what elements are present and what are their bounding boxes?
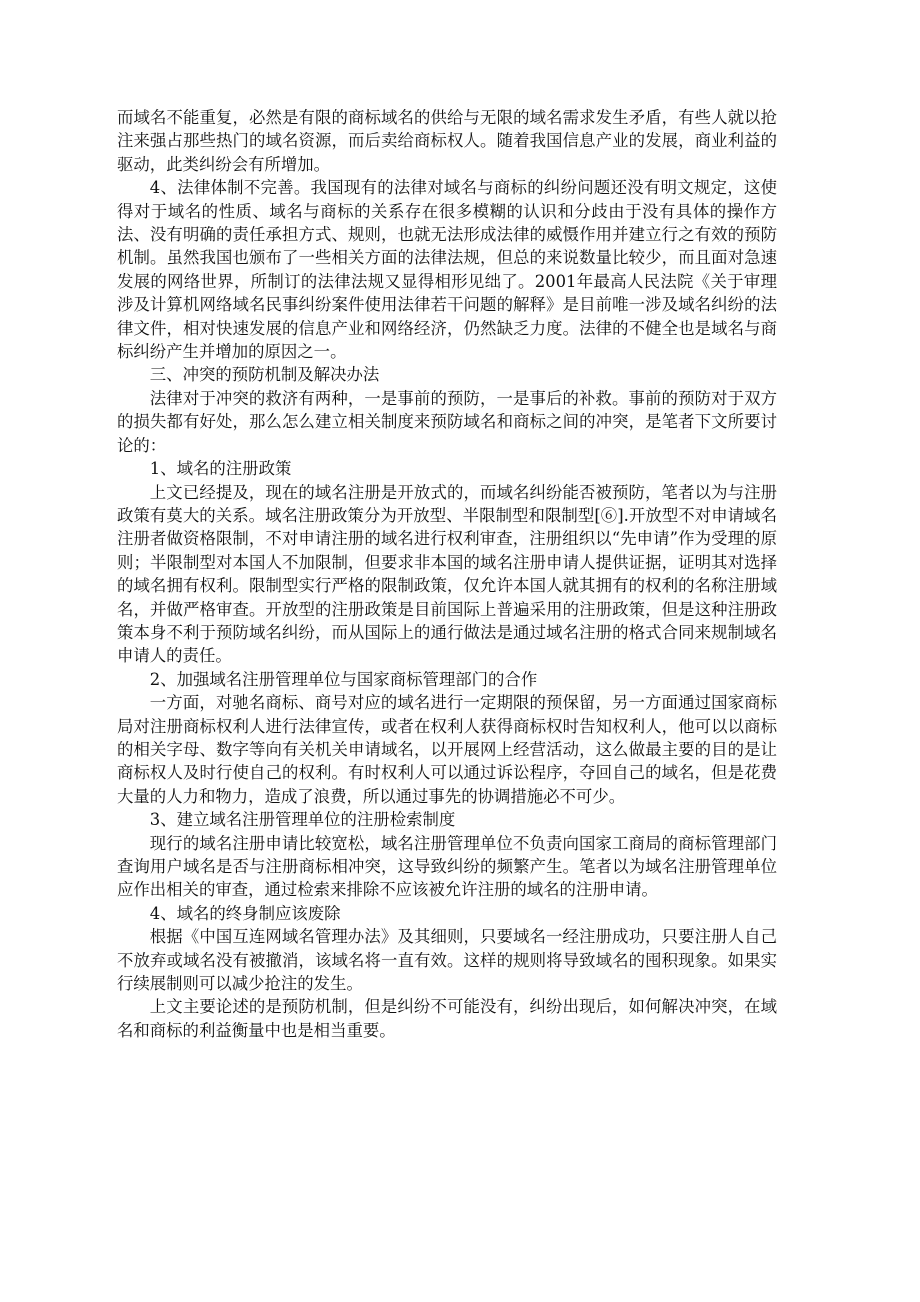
- subheading-lifetime-abolish: 4、域名的终身制应该废除: [149, 903, 341, 923]
- paragraph-remedies: 法律对于冲突的救济有两种，一是事前的预防，一是事后的补救。事前的预防对于双方的损失都有好处，那么怎么建立相关制度来预防域名和商标之间的冲突，是笔者下文所要讨论的：: [117, 388, 777, 455]
- paragraph-registration-policy: 上文已经提及，现在的域名注册是开放式的，而域名纠纷能否被预防，笔者以为与注册政策有莫大的关系。域名注册政策分为开放型、半限制型和限制型[⑥].开放型不对申请域名注册者做资格限制，不对申请注册的域名进行权利审查，注册组织以“先申请”作为受理的原则；半限制型对本国人不加限制，但要求非本国的域名注册申请人提供证据，证明其对选择的域名拥有权利。限制型实行严格的限制政策，仅允许本国人就其拥有的权利的名称注册域名，并做严格审查。开放型的注册政策是目前国际上普遍采用的注册政策，但是这种注册政策本身不利于预防域名纠纷，而从国际上的通行做法是通过域名注册的格式合同来规制域名申请人的责任。: [117, 482, 777, 666]
- section-heading-prevention: 三、冲突的预防机制及解决办法: [149, 365, 380, 385]
- paragraph-lifetime-abolish: 根据《中国互连网域名管理办法》及其细则，只要域名一经注册成功，只要注册人自己不放弃或域名没有被撤消，该域名将一直有效。这样的规则将导致域名的囤积现象。如果实行续展制则可以减少抢注的发生。: [117, 927, 777, 994]
- subheading-cooperation: 2、加强域名注册管理单位与国家商标管理部门的合作: [149, 669, 538, 689]
- subheading-registration-policy: 1、域名的注册政策: [149, 459, 292, 479]
- paragraph-cooperation: 一方面，对驰名商标、商号对应的域名进行一定期限的预保留，另一方面通过国家商标局对注册商标权利人进行法律宣传，或者在权利人获得商标权时告知权利人，他可以以商标的相关字母、数字等向有关机关申请域名，以开展网上经营活动，这么做最主要的目的是让商标权人及时行使自己的权利。有时权利人可以通过诉讼程序，夺回自己的域名，但是花费大量的人力和物力，造成了浪费，所以通过事先的协调措施必不可少。: [117, 693, 777, 806]
- paragraph-search-system: 现行的域名注册申请比较宽松，域名注册管理单位不负责向国家工商局的商标管理部门查询用户域名是否与注册商标相冲突，这导致纠纷的频繁产生。笔者以为域名注册管理单位应作出相关的审查，通过检索来排除不应该被允许注册的域名的注册申请。: [117, 833, 777, 900]
- paragraph-legal-system: 4、法律体制不完善。我国现有的法律对域名与商标的纠纷问题还没有明文规定，这使得对于域名的性质、域名与商标的关系存在很多模糊的认识和分歧由于没有具体的操作方法、没有明确的责任承担方式、规则，也就无法形成法律的威慑作用并建立行之有效的预防机制。虽然我国也颁布了一些相关方面的法律法规，但总的来说数量比较少，而且面对急速发展的网络世界，所制订的法律法规又显得相形见绌了。2001年最高人民法院《关于审理涉及计算机网络域名民事纠纷案件使用法律若干问题的解释》是目前唯一涉及域名纠纷的法律文件，相对快速发展的信息产业和网络经济，仍然缺乏力度。法律的不健全也是域名与商标纠纷产生并增加的原因之一。: [117, 178, 777, 362]
- subheading-search-system: 3、建立域名注册管理单位的注册检索制度: [149, 810, 456, 830]
- document-page: [117, 106, 777, 1042]
- paragraph-conclusion: 上文主要论述的是预防机制，但是纠纷不可能没有，纠纷出现后，如何解决冲突，在域名和商标的利益衡量中也是相当重要。: [117, 997, 777, 1040]
- paragraph-continuation: 而域名不能重复，必然是有限的商标域名的供给与无限的域名需求发生矛盾，有些人就以抢注来强占那些热门的域名资源，而后卖给商标权人。随着我国信息产业的发展，商业利益的驱动，此类纠纷会有所增加。: [117, 108, 777, 174]
